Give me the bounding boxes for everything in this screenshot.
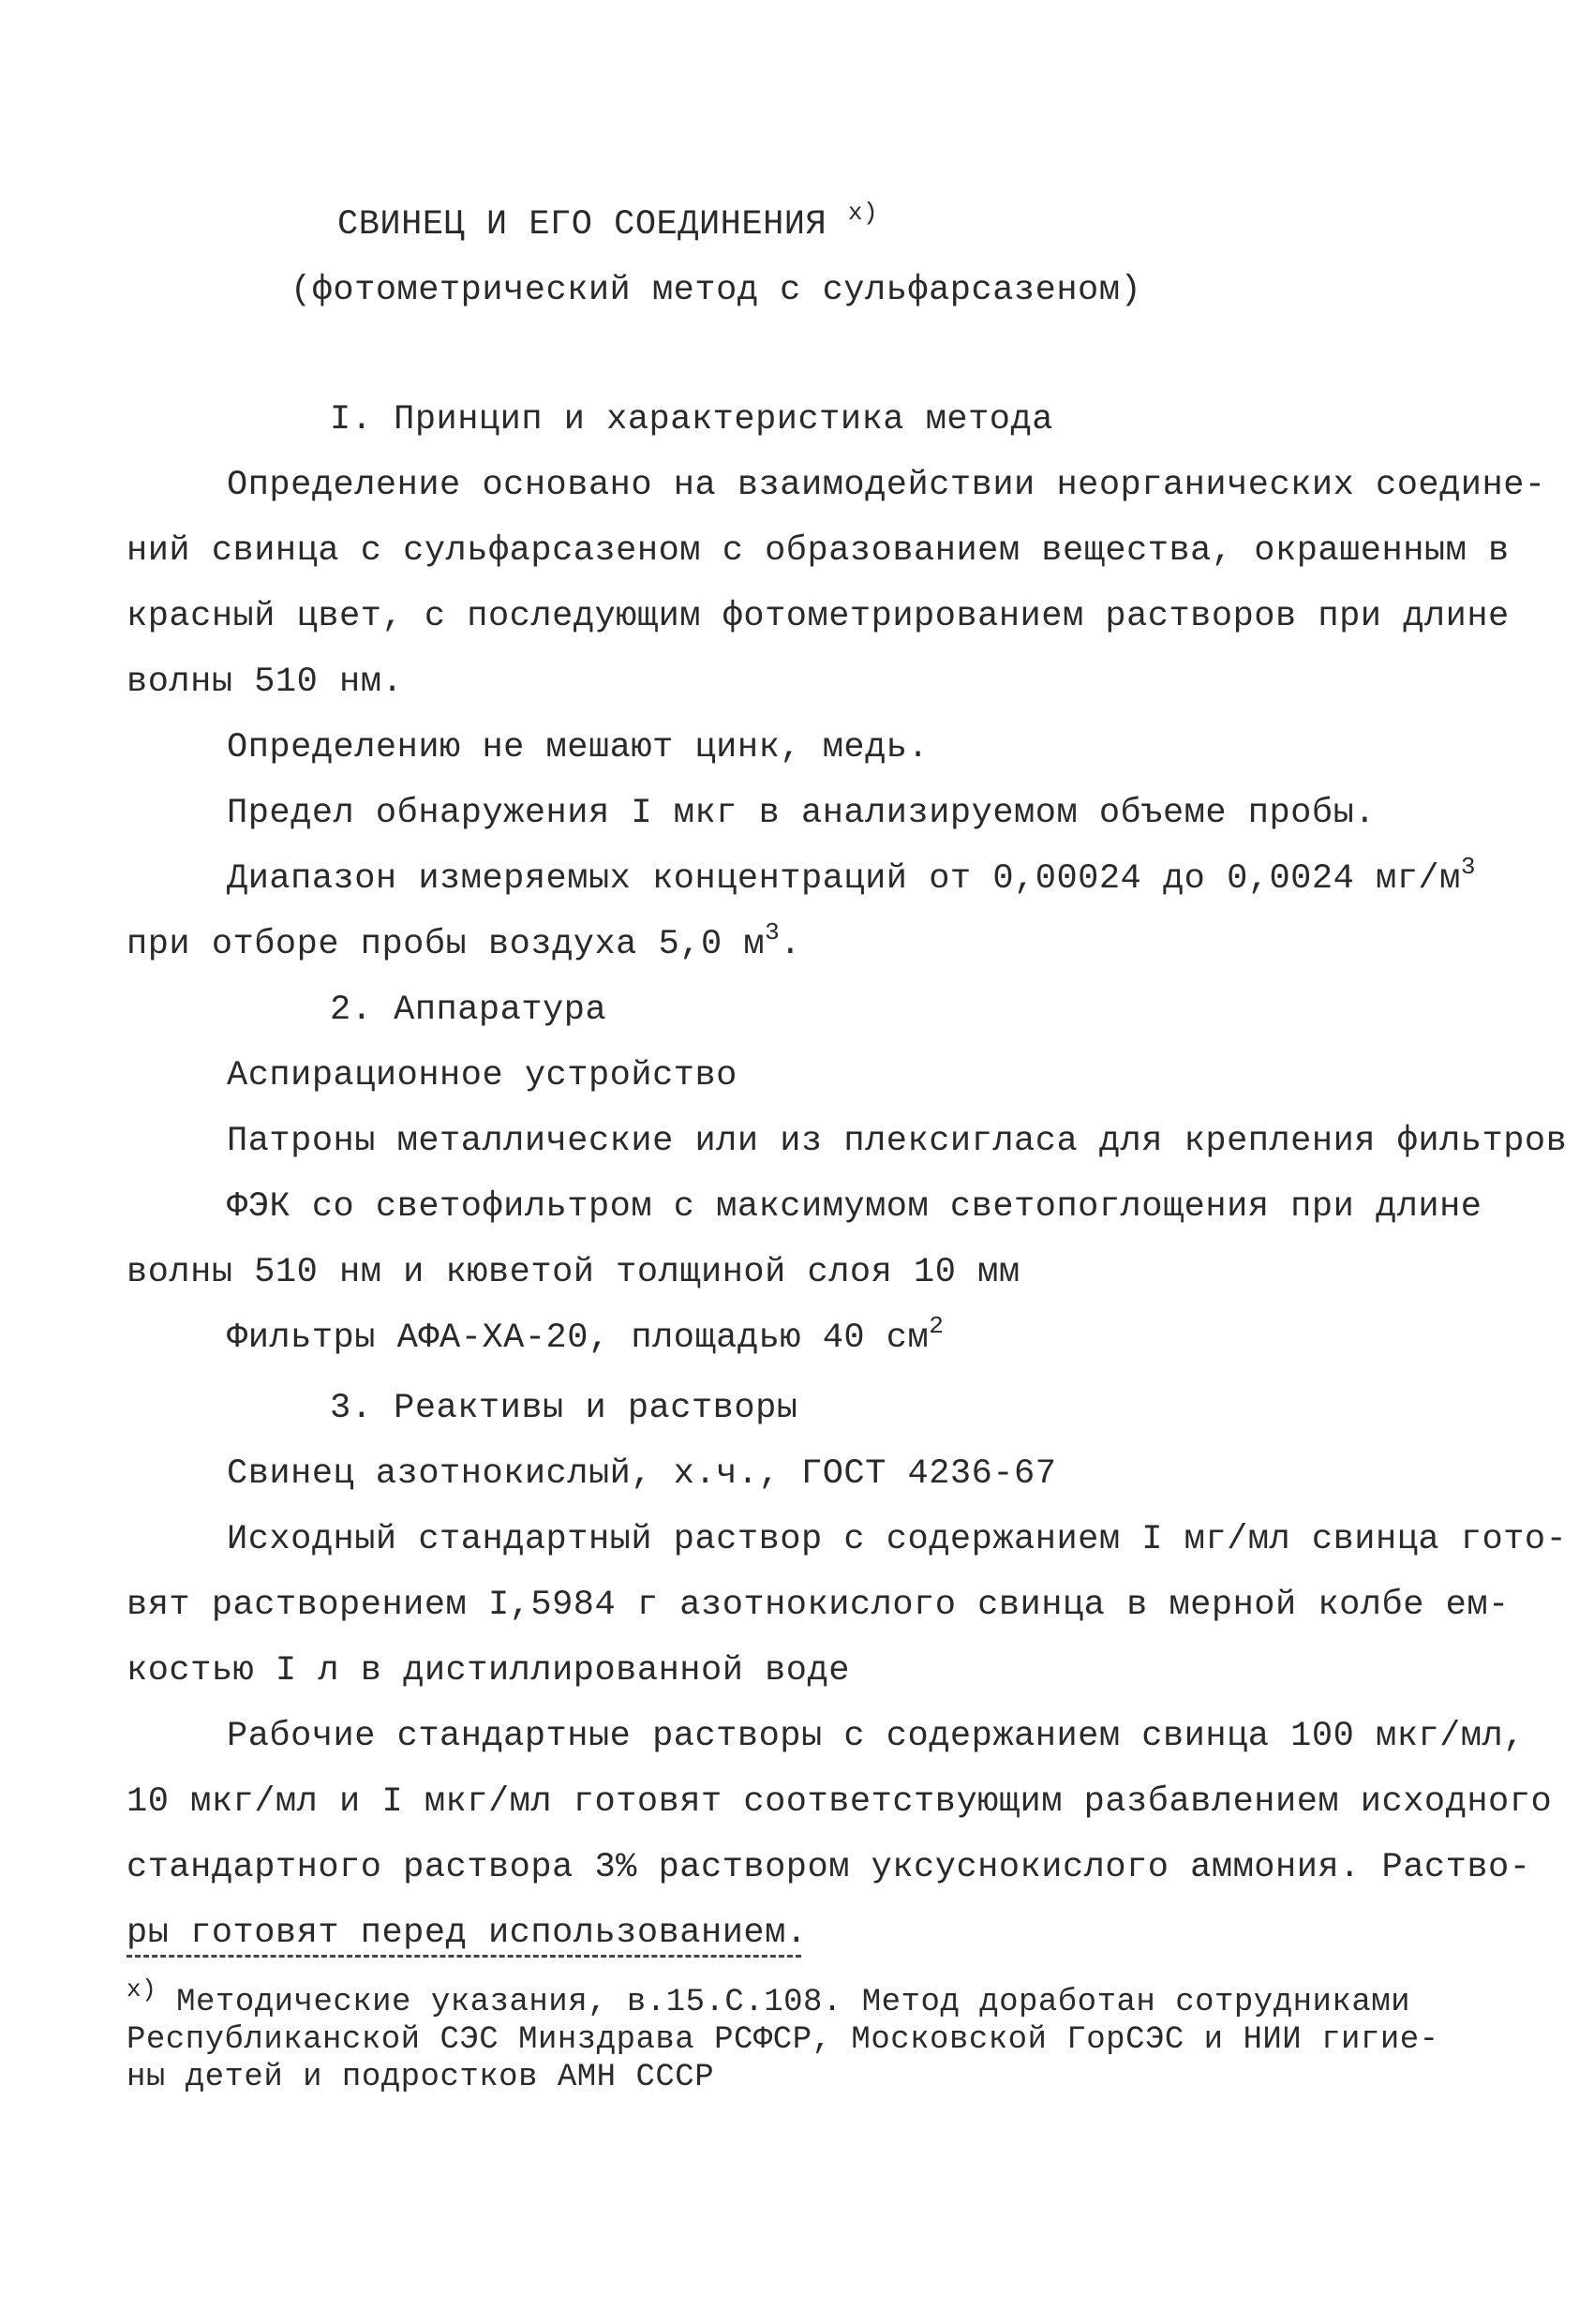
s2-item-1: Аспирационное устройство [227, 1056, 737, 1095]
footnote-text-1: Методические указания, в.15.С.108. Метод доработан сотрудниками [176, 1985, 1411, 2020]
s1-p4-text-2: при отборе пробы воздуха 5,0 м [127, 925, 766, 964]
s1-p3: Предел обнаружения I мкг в анализируемом объеме пробы. [227, 794, 1376, 833]
s2-item-2: Патроны металлические или из плексигласа для крепления фильтров [227, 1122, 1568, 1161]
s3-r3-line-4: ры готовят перед использованием. [127, 1914, 808, 1953]
s2-item-4-text: Фильтры АФА-ХА-20, площадью 40 см [227, 1318, 930, 1358]
section-2-heading: 2. Аппаратура [330, 991, 607, 1030]
s3-r3-line-3: стандартного раствора 3% раствором уксуснокислого аммония. Раство- [127, 1848, 1531, 1887]
s1-p4-text-1: Диапазон измеряемых концентраций от 0,00024 до 0,0024 мг/м [227, 859, 1461, 899]
s3-r2-line-2: вят растворением I,5984 г азотнокислого свинца в мерной колбе ем- [127, 1586, 1510, 1625]
s3-r3-line-1: Рабочие стандартные растворы с содержанием свинца 100 мкг/мл, [227, 1717, 1525, 1756]
title-footnote-mark: х) [847, 199, 879, 227]
s1-p4-exponent-1: 3 [1460, 853, 1476, 881]
s1-p1-line-1: Определение основано на взаимодействии неорганических соедине- [227, 466, 1546, 505]
s1-p4-line-1 [227, 853, 1476, 899]
s1-p4-exponent-2: 3 [765, 918, 781, 946]
s1-p4-line-2 [127, 918, 801, 964]
s1-p1-line-4: волны 510 нм. [127, 663, 404, 702]
s3-r2-line-1: Исходный стандартный раствор с содержанием I мг/мл свинца гото- [227, 1520, 1568, 1559]
s2-item-3-line-1: ФЭК со светофильтром с максимумом светопоглощения при длине [227, 1187, 1482, 1227]
s1-p2: Определению не мешают цинк, медь. [227, 728, 930, 767]
footnote-line-3: ны детей и подростков АМН СССР [127, 2060, 715, 2095]
footnote-mark: х) [127, 1975, 157, 2004]
s1-p1-line-3: красный цвет, с последующим фотометрированием растворов при длине [127, 597, 1510, 636]
s3-r2-line-3: костью I л в дистиллированной воде [127, 1651, 850, 1691]
s1-p4-period: . [780, 925, 801, 964]
s2-item-3-line-2: волны 510 нм и кюветой толщиной слоя 10 мм [127, 1253, 1020, 1292]
page-subtitle: (фотометрический метод с сульфарсазеном) [290, 271, 1142, 310]
footnote-line-2: Республиканской СЭС Минздрава РСФСР, Московской ГорСЭС и НИИ гигие- [127, 2022, 1439, 2058]
section-1-heading: I. Принцип и характеристика метода [330, 400, 1053, 439]
page-title [337, 199, 879, 245]
footnote-line-1 [127, 1975, 1411, 2020]
s2-item-4 [227, 1312, 945, 1358]
s1-p1-line-2: ний свинца с сульфарсазеном с образованием вещества, окрашенным в [127, 531, 1510, 571]
s2-item-4-exponent: 2 [929, 1312, 945, 1340]
footnote-divider [127, 1955, 801, 1958]
s3-reagent-1: Свинец азотнокислый, х.ч., ГОСТ 4236-67 [227, 1454, 1057, 1494]
section-3-heading: 3. Реактивы и растворы [330, 1389, 798, 1428]
s3-r3-line-2: 10 мкг/мл и I мкг/мл готовят соответствующим разбавлением исходного [127, 1782, 1553, 1822]
page-title-text: СВИНЕЦ И ЕГО СОЕДИНЕНИЯ [337, 205, 827, 245]
